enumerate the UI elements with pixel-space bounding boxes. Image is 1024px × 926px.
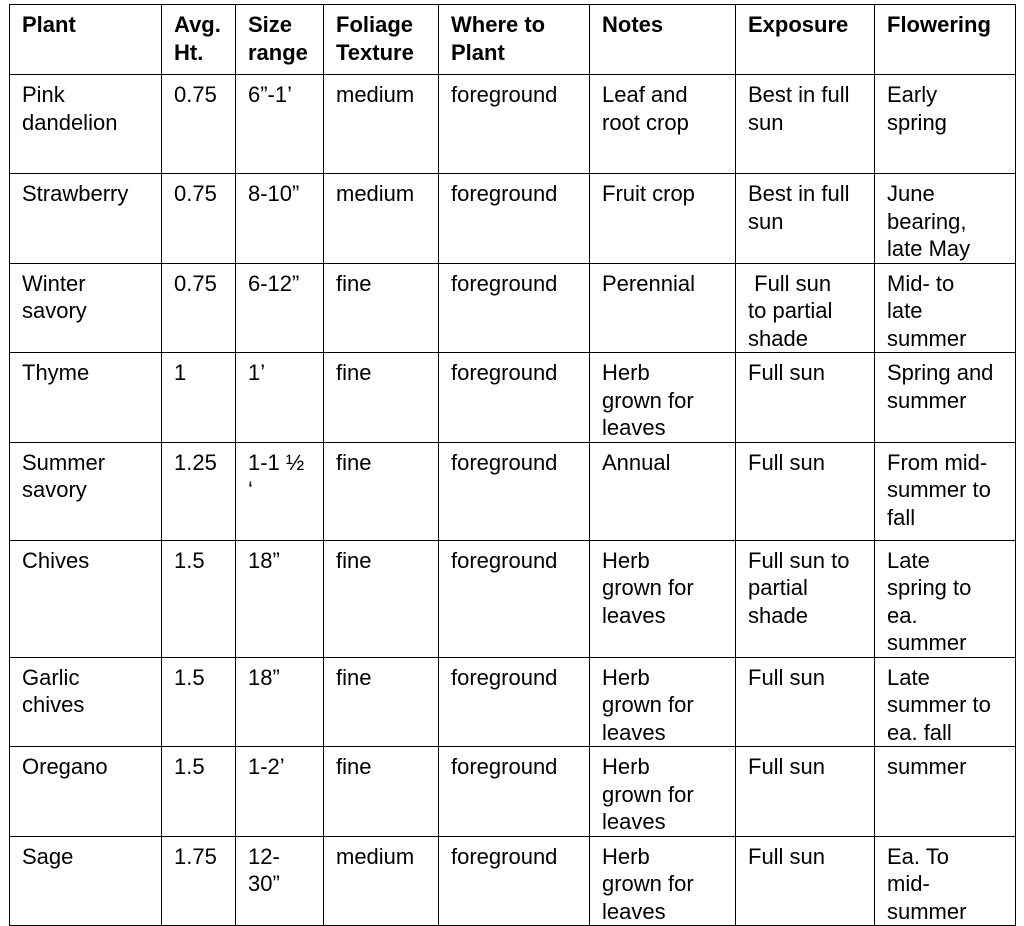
cell-flowering: From mid- summer to fall — [875, 442, 1016, 540]
cell-exposure: Full sun to partial shade — [736, 263, 875, 353]
cell-flowering: Mid- to late summer — [875, 263, 1016, 353]
header-notes: Notes — [590, 5, 736, 75]
cell-foliage-texture: fine — [324, 263, 439, 353]
cell-plant: Pink dandelion — [10, 75, 162, 174]
header-foliage-texture: Foliage Texture — [324, 5, 439, 75]
cell-where-to-plant: foreground — [439, 836, 590, 926]
cell-notes: Herb grown for leaves — [590, 836, 736, 926]
cell-avg-height: 1.5 — [162, 540, 236, 657]
table-row — [10, 836, 1016, 926]
cell-size-range: 12- 30” — [236, 836, 324, 926]
cell-foliage-texture: medium — [324, 75, 439, 174]
cell-where-to-plant: foreground — [439, 540, 590, 657]
header-plant: Plant — [10, 5, 162, 75]
cell-exposure: Full sun — [736, 657, 875, 747]
cell-size-range: 6”-1’ — [236, 75, 324, 174]
cell-notes: Perennial — [590, 263, 736, 353]
cell-avg-height: 1.5 — [162, 657, 236, 747]
cell-where-to-plant: foreground — [439, 263, 590, 353]
header-size-range: Size range — [236, 5, 324, 75]
cell-where-to-plant: foreground — [439, 353, 590, 443]
table-row — [10, 442, 1016, 540]
cell-flowering: June bearing, late May — [875, 174, 1016, 264]
cell-flowering: Spring and summer — [875, 353, 1016, 443]
table-row — [10, 174, 1016, 264]
cell-size-range: 1-2’ — [236, 747, 324, 837]
cell-exposure: Full sun — [736, 442, 875, 540]
cell-plant: Winter savory — [10, 263, 162, 353]
cell-exposure: Full sun to partial shade — [736, 540, 875, 657]
cell-flowering: summer — [875, 747, 1016, 837]
cell-foliage-texture: fine — [324, 747, 439, 837]
table-row — [10, 657, 1016, 747]
cell-avg-height: 0.75 — [162, 174, 236, 264]
cell-size-range: 18” — [236, 540, 324, 657]
cell-exposure: Best in full sun — [736, 174, 875, 264]
cell-size-range: 1-1 ½ ‘ — [236, 442, 324, 540]
cell-plant: Garlic chives — [10, 657, 162, 747]
cell-avg-height: 1.75 — [162, 836, 236, 926]
cell-flowering: Late summer to ea. fall — [875, 657, 1016, 747]
cell-plant: Thyme — [10, 353, 162, 443]
cell-flowering: Ea. To mid- summer — [875, 836, 1016, 926]
header-row — [10, 5, 1016, 75]
table-row — [10, 75, 1016, 174]
cell-plant: Oregano — [10, 747, 162, 837]
cell-size-range: 8-10” — [236, 174, 324, 264]
header-flowering: Flowering — [875, 5, 1016, 75]
cell-exposure: Full sun — [736, 353, 875, 443]
table-row — [10, 747, 1016, 837]
cell-foliage-texture: fine — [324, 353, 439, 443]
cell-where-to-plant: foreground — [439, 657, 590, 747]
cell-exposure: Full sun — [736, 747, 875, 837]
header-avg-height: Avg. Ht. — [162, 5, 236, 75]
cell-foliage-texture: fine — [324, 540, 439, 657]
header-exposure: Exposure — [736, 5, 875, 75]
table-row — [10, 263, 1016, 353]
cell-plant: Strawberry — [10, 174, 162, 264]
cell-notes: Fruit crop — [590, 174, 736, 264]
cell-notes: Herb grown for leaves — [590, 540, 736, 657]
cell-size-range: 18” — [236, 657, 324, 747]
cell-foliage-texture: fine — [324, 442, 439, 540]
cell-notes: Annual — [590, 442, 736, 540]
cell-avg-height: 1 — [162, 353, 236, 443]
cell-flowering: Early spring — [875, 75, 1016, 174]
cell-plant: Sage — [10, 836, 162, 926]
plant-table — [9, 4, 1016, 926]
cell-foliage-texture: fine — [324, 657, 439, 747]
cell-avg-height: 1.25 — [162, 442, 236, 540]
cell-notes: Herb grown for leaves — [590, 747, 736, 837]
cell-flowering: Late spring to ea. summer — [875, 540, 1016, 657]
cell-plant: Chives — [10, 540, 162, 657]
cell-where-to-plant: foreground — [439, 747, 590, 837]
cell-notes: Herb grown for leaves — [590, 657, 736, 747]
cell-where-to-plant: foreground — [439, 174, 590, 264]
cell-foliage-texture: medium — [324, 174, 439, 264]
cell-exposure: Best in full sun — [736, 75, 875, 174]
cell-notes: Herb grown for leaves — [590, 353, 736, 443]
cell-plant: Summer savory — [10, 442, 162, 540]
cell-avg-height: 0.75 — [162, 263, 236, 353]
cell-where-to-plant: foreground — [439, 75, 590, 174]
cell-exposure: Full sun — [736, 836, 875, 926]
table-row — [10, 353, 1016, 443]
table-row — [10, 540, 1016, 657]
cell-size-range: 6-12” — [236, 263, 324, 353]
cell-avg-height: 1.5 — [162, 747, 236, 837]
cell-notes: Leaf and root crop — [590, 75, 736, 174]
cell-size-range: 1’ — [236, 353, 324, 443]
header-where-to-plant: Where to Plant — [439, 5, 590, 75]
cell-where-to-plant: foreground — [439, 442, 590, 540]
cell-foliage-texture: medium — [324, 836, 439, 926]
cell-avg-height: 0.75 — [162, 75, 236, 174]
